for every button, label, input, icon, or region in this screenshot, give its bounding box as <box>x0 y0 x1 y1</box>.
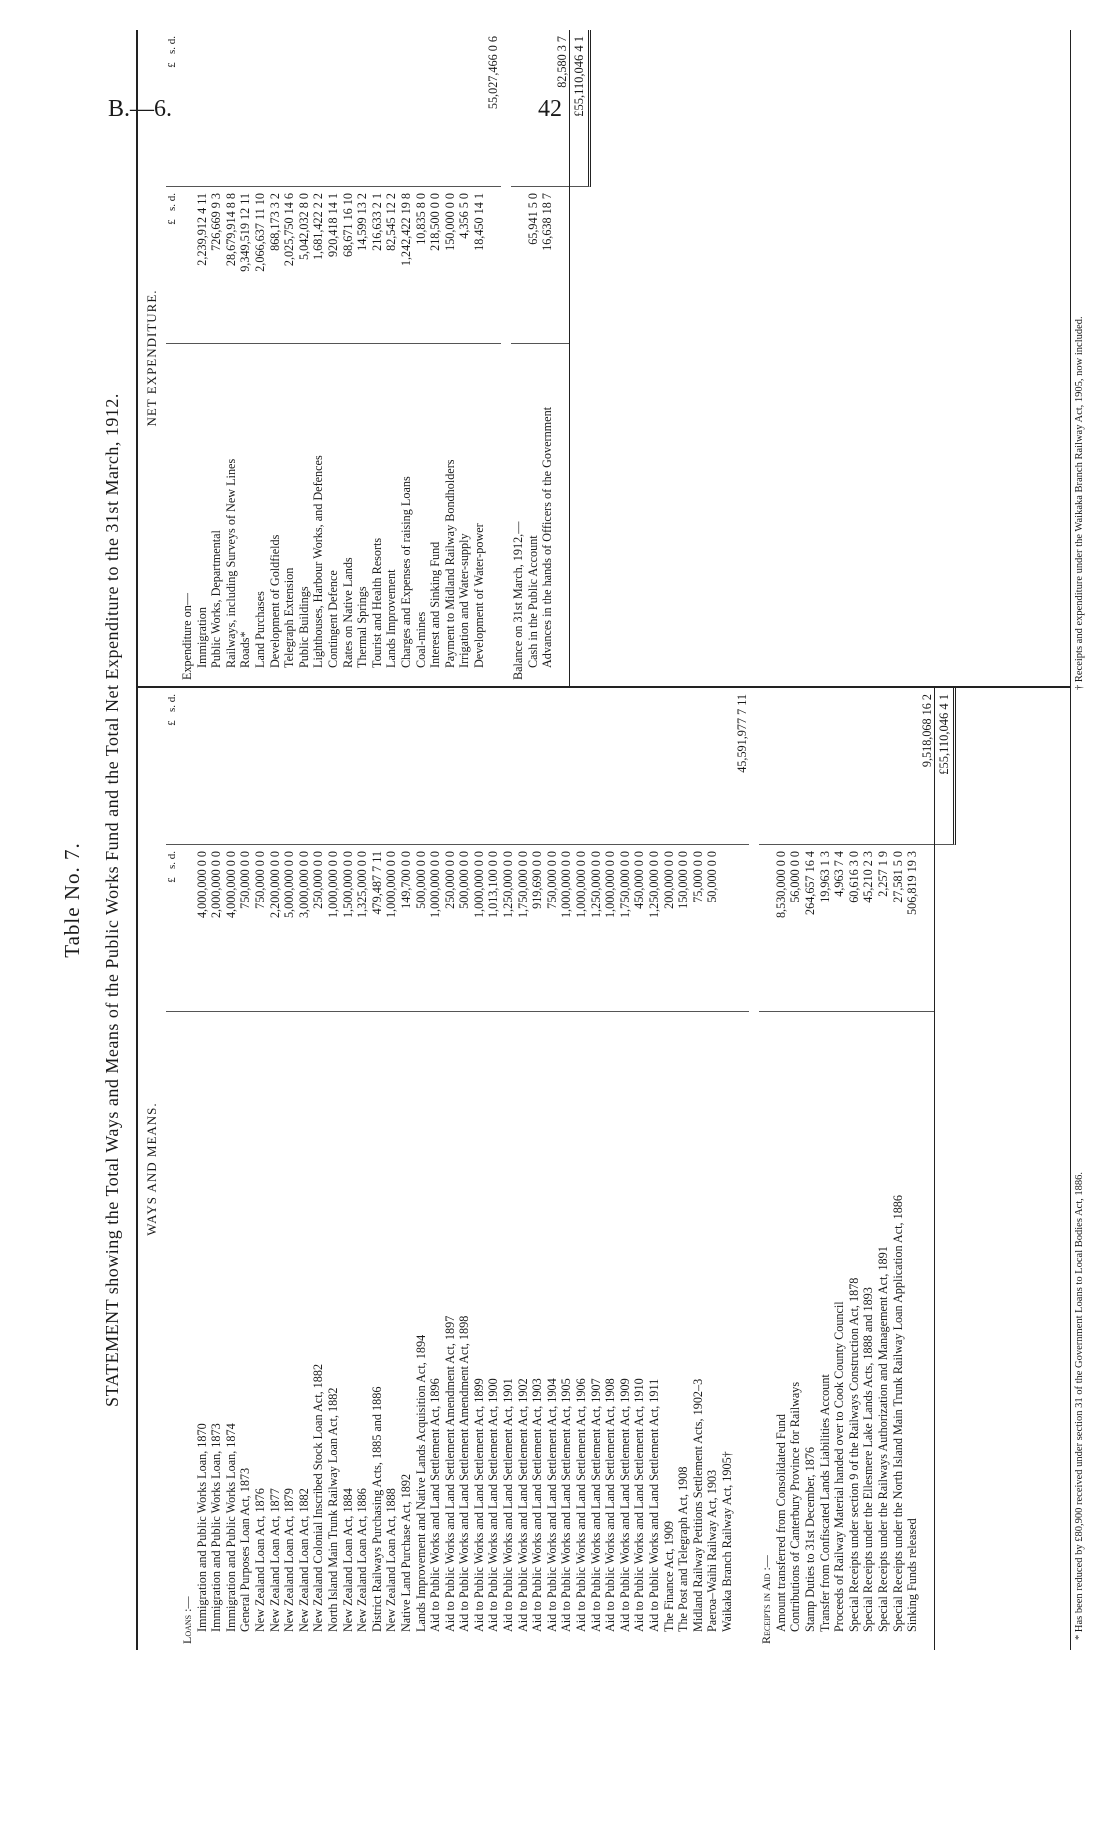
expenditure-row-amount: 2,239,912 4 11 <box>195 187 210 344</box>
expenditure-row-amount: 150,000 0 0 <box>443 187 458 344</box>
loan-row-amount: 1,000,000 0 0 <box>559 845 574 1012</box>
loan-row <box>253 688 268 1650</box>
loan-row-amount: 149,700 0 0 <box>399 845 414 1012</box>
loan-row-amount: 1,000,000 0 0 <box>384 845 399 1012</box>
balance-total: 82,580 3 7 <box>555 30 570 187</box>
loan-row-label: Aid to Public Works and Land Settlement Act, 1900 <box>486 1378 501 1632</box>
receipt-row-amount: 264,657 16 4 <box>803 845 818 1012</box>
loan-row <box>574 688 589 1650</box>
loan-row-label: New Zealand Loan Act, 1877 <box>267 1488 282 1632</box>
expenditure-row <box>268 30 283 686</box>
loan-row-amount: 250,000 0 0 <box>443 845 458 1012</box>
receipt-row-label: Proceeds of Railway Material handed over to Cook County Council <box>832 1301 847 1632</box>
loan-row-label: Aid to Public Works and Land Settlement Act, 1903 <box>530 1378 545 1632</box>
expenditure-row-amount: 9,349,519 12 11 <box>238 187 253 344</box>
loan-row <box>355 688 370 1650</box>
expenditure-row <box>414 30 429 686</box>
loan-row-amount: 479,487 7 11 <box>370 845 385 1012</box>
expenditure-total: 55,027,466 0 6 <box>486 30 501 187</box>
loan-row <box>428 688 443 1650</box>
loan-row <box>238 688 253 1650</box>
receipt-row-amount: 19,963 1 3 <box>818 845 833 1012</box>
expenditure-row-label: Development of Goldfields <box>267 534 282 668</box>
loan-row-label: New Zealand Loan Act, 1884 <box>340 1488 355 1632</box>
expenditure-row <box>326 30 341 686</box>
expenditure-list <box>195 30 487 686</box>
loan-row-amount: 200,000 0 0 <box>662 845 677 1012</box>
units-label: £ s. d. <box>166 845 180 1012</box>
loan-row-amount: 750,000 0 0 <box>253 845 268 1012</box>
loan-row <box>311 688 326 1650</box>
loan-row <box>326 688 341 1650</box>
loan-row-amount: 75,000 0 0 <box>691 845 706 1012</box>
units-row <box>166 688 180 1650</box>
loan-row-label: Waikaka Branch Railway Act, 1905† <box>719 1451 734 1632</box>
loan-row-label: Immigration and Public Works Loan, 1874 <box>223 1423 238 1632</box>
loan-row-label: New Zealand Loan Act, 1886 <box>355 1488 370 1632</box>
loan-row-label: Immigration and Public Works Loan, 1873 <box>209 1423 224 1632</box>
loan-row <box>399 688 414 1650</box>
balance-row-label: Cash in the Public Account <box>525 535 540 668</box>
loan-row-label: Aid to Public Works and Land Settlement Act, 1906 <box>574 1378 589 1632</box>
expenditure-row-label: Charges and Expenses of raising Loans <box>398 476 413 668</box>
loan-row <box>443 688 458 1650</box>
loan-row <box>647 688 662 1650</box>
receipt-row <box>832 688 847 1650</box>
loans-list <box>195 688 735 1650</box>
expenditure-row-amount: 68,671 16 10 <box>341 187 356 344</box>
loan-row-amount: 1,250,000 0 0 <box>589 845 604 1012</box>
expenditure-row-amount: 10,835 8 0 <box>414 187 429 344</box>
expenditure-row-label: Development of Water-power <box>471 523 486 668</box>
expenditure-row-label: Interest and Sinking Fund <box>428 541 443 668</box>
expenditure-row <box>282 30 297 686</box>
loan-row-amount: 1,000,000 0 0 <box>472 845 487 1012</box>
table-title: Table No. 7. <box>60 842 84 958</box>
loans-total: 45,591,977 7 11 <box>735 688 750 845</box>
loan-row <box>545 688 560 1650</box>
receipt-row-amount: 8,530,000 0 0 <box>774 845 789 1012</box>
expenditure-row <box>195 30 210 686</box>
receipt-row <box>891 688 906 1650</box>
loan-row-amount: 1,500,000 0 0 <box>341 845 356 1012</box>
receipt-row <box>803 688 818 1650</box>
loan-row-amount: 1,000,000 0 0 <box>603 845 618 1012</box>
loan-row <box>691 688 706 1650</box>
receipts-total: 9,518,068 16 2 <box>920 688 935 845</box>
loan-row-amount: 1,250,000 0 0 <box>647 845 662 1012</box>
loan-row <box>472 688 487 1650</box>
expenditure-row-label: Lighthouses, Harbour Works, and Defences <box>311 455 326 668</box>
expenditure-row-label: Railways, including Surveys of New Lines <box>223 458 238 668</box>
loan-row <box>370 688 385 1650</box>
loan-row <box>618 688 633 1650</box>
loan-row-amount: 750,000 0 0 <box>238 845 253 1012</box>
loan-row-amount: 1,250,000 0 0 <box>501 845 516 1012</box>
expenditure-row <box>297 30 312 686</box>
loan-row <box>720 688 735 1650</box>
units-label: £ s. d. <box>166 688 180 845</box>
loan-row-label: Aid to Public Works and Land Settlement Act, 1909 <box>617 1378 632 1632</box>
statement-table <box>136 30 1071 1650</box>
loan-row-label: The Finance Act, 1909 <box>661 1520 676 1632</box>
loan-row-amount: 50,000 0 0 <box>705 845 720 1012</box>
loan-row <box>486 688 501 1650</box>
expenditure-row-amount: 82,545 12 2 <box>384 187 399 344</box>
loan-row <box>501 688 516 1650</box>
units-row <box>166 30 180 686</box>
expenditure-row-amount: 5,042,032 8 0 <box>297 187 312 344</box>
receipt-row-label: Transfer from Confiscated Lands Liabilities Account <box>817 1374 832 1632</box>
statement-title: STATEMENT showing the Total Ways and Means of the Public Works Fund and the Total Net Expenditure to the 31st March, 1912. <box>102 393 122 1407</box>
loan-row-amount: 1,750,000 0 0 <box>618 845 633 1012</box>
expenditure-row <box>224 30 239 686</box>
loan-row-label: Aid to Public Works and Land Settlement Amendment Act, 1898 <box>457 1315 472 1632</box>
loan-row-label: New Zealand Loan Act, 1879 <box>282 1488 297 1632</box>
loan-row-label: Paeroa–Waihi Railway Act, 1903 <box>705 1469 720 1632</box>
loan-row-label: Aid to Public Works and Land Settlement Act, 1910 <box>632 1378 647 1632</box>
loan-row <box>603 688 618 1650</box>
net-expenditure-grand-total: £55,110,046 4 1 <box>570 30 591 187</box>
loan-row-amount: 750,000 0 0 <box>545 845 560 1012</box>
expenditure-row-label: Land Purchases <box>252 591 267 668</box>
loan-row <box>705 688 720 1650</box>
expenditure-row-label: Tourist and Health Resorts <box>369 537 384 668</box>
loan-row <box>195 688 210 1650</box>
loan-row <box>662 688 677 1650</box>
net-expenditure-heading: NET EXPENDITURE. <box>144 289 159 427</box>
loan-row <box>676 688 691 1650</box>
expenditure-row-amount: 1,681,422 2 2 <box>311 187 326 344</box>
expenditure-row-amount: 216,633 2 1 <box>370 187 385 344</box>
loan-row-label: North Island Main Trunk Railway Loan Act, 1882 <box>325 1387 340 1632</box>
loan-row <box>414 688 429 1650</box>
loan-row <box>457 688 472 1650</box>
rotated-table-panel <box>58 10 1098 1790</box>
loan-row <box>341 688 356 1650</box>
loan-row-amount: 4,000,000 0 0 <box>195 845 210 1012</box>
receipt-row-amount: 56,000 0 0 <box>788 845 803 1012</box>
receipt-row-label: Special Receipts under the Ellesmere Lake Lands Acts, 1888 and 1893 <box>861 1287 876 1632</box>
loan-row-amount: 3,000,000 0 0 <box>297 845 312 1012</box>
loan-row-label: General Purposes Loan Act, 1873 <box>238 1467 253 1632</box>
receipt-row-label: Amount transferred from Consolidated Fund <box>773 1414 788 1632</box>
loan-row-amount: 2,200,000 0 0 <box>268 845 283 1012</box>
receipt-row <box>861 688 876 1650</box>
ways-and-means-section <box>138 686 1070 1650</box>
units-label: £ s. d. <box>166 30 180 187</box>
loan-row-label: New Zealand Colonial Inscribed Stock Loan Act, 1882 <box>311 1363 326 1632</box>
loan-row-label: District Railways Purchasing Acts, 1885 and 1886 <box>369 1386 384 1632</box>
receipt-row-amount: 27,581 5 0 <box>891 845 906 1012</box>
receipt-row-amount: 2,257 1 9 <box>876 845 891 1012</box>
loan-row <box>297 688 312 1650</box>
loans-heading: Loans :— <box>180 1596 194 1644</box>
expenditure-row-label: Public Works, Departmental <box>209 530 224 668</box>
expenditure-row-label: Irrigation and Water-supply <box>457 533 472 668</box>
loan-row-label: Aid to Public Works and Land Settlement Act, 1901 <box>501 1378 516 1632</box>
loan-row-label: Aid to Public Works and Land Settlement Act, 1908 <box>603 1378 618 1632</box>
loan-row-amount: 2,000,000 0 0 <box>209 845 224 1012</box>
loan-row-label: Aid to Public Works and Land Settlement Act, 1899 <box>471 1378 486 1632</box>
expenditure-heading: Expenditure on— <box>180 593 194 680</box>
expenditure-row-amount: 726,669 9 3 <box>209 187 224 344</box>
loan-row <box>530 688 545 1650</box>
loan-row <box>589 688 604 1650</box>
document-reference: B.—6. <box>108 96 173 122</box>
receipt-row-label: Special Receipts under section 9 of the Railways Construction Act, 1878 <box>846 1277 861 1632</box>
loan-row <box>224 688 239 1650</box>
loan-row-amount: 500,000 0 0 <box>414 845 429 1012</box>
loan-row-label: Immigration and Public Works Loan, 1870 <box>194 1423 209 1632</box>
loan-row-amount: 250,000 0 0 <box>311 845 326 1012</box>
loan-row <box>282 688 297 1650</box>
balance-row-label: Advances in the hands of Officers of the Government <box>540 406 555 668</box>
balance-row-amount: 16,638 18 7 <box>540 187 555 344</box>
expenditure-row-label: Coal-mines <box>413 611 428 668</box>
expenditure-row <box>311 30 326 686</box>
expenditure-row <box>384 30 399 686</box>
loan-row-label: Native Land Purchase Act, 1892 <box>398 1473 413 1632</box>
receipt-row <box>876 688 891 1650</box>
expenditure-row <box>370 30 385 686</box>
page-number: 42 <box>538 96 562 122</box>
loan-row-label: Aid to Public Works and Land Settlement Act, 1896 <box>428 1378 443 1632</box>
expenditure-row <box>238 30 253 686</box>
loan-row <box>516 688 531 1650</box>
loan-row-amount: 150,000 0 0 <box>676 845 691 1012</box>
expenditure-row <box>341 30 356 686</box>
expenditure-row-amount: 218,500 0 0 <box>428 187 443 344</box>
ways-and-means-heading: WAYS AND MEANS. <box>144 1102 159 1236</box>
receipt-row <box>847 688 862 1650</box>
loan-row-label: Aid to Public Works and Land Settlement Amendment Act, 1897 <box>442 1315 457 1632</box>
loan-row-amount: 1,750,000 0 0 <box>516 845 531 1012</box>
expenditure-row <box>472 30 487 686</box>
loan-row <box>632 688 647 1650</box>
expenditure-row <box>457 30 472 686</box>
expenditure-row-amount: 18,450 14 1 <box>472 187 487 344</box>
loan-row <box>209 688 224 1650</box>
balance-heading: Balance on 31st March, 1912,— <box>511 521 526 680</box>
expenditure-row <box>355 30 370 686</box>
loan-row <box>559 688 574 1650</box>
expenditure-row <box>253 30 268 686</box>
loan-row-amount: 919,690 0 0 <box>530 845 545 1012</box>
loan-row-amount: 500,000 0 0 <box>457 845 472 1012</box>
loan-row-label: Aid to Public Works and Land Settlement Act, 1907 <box>588 1378 603 1632</box>
receipt-row-label: Special Receipts under the Railways Authorization and Management Act, 1891 <box>875 1246 890 1632</box>
loan-row-amount: 1,000,000 0 0 <box>326 845 341 1012</box>
expenditure-row-label: Thermal Springs <box>355 586 370 668</box>
receipts-heading: Receipts in Aid :— <box>759 1555 774 1644</box>
receipt-row <box>818 688 833 1650</box>
expenditure-row-label: Public Buildings <box>296 586 311 668</box>
loan-row <box>384 688 399 1650</box>
footnote-roads: * Has been reduced by £80,900 received under section 31 of the Government Loans to Local Bodies Act, 1886. <box>1074 1172 1085 1640</box>
balance-row <box>526 30 541 686</box>
net-expenditure-section <box>138 30 1070 686</box>
balance-row <box>540 30 555 686</box>
receipt-row-label: Special Receipts under the North Island Main Trunk Railway Loan Application Act, 1886 <box>890 1195 905 1632</box>
expenditure-row-label: Telegraph Extension <box>282 567 297 668</box>
loan-row-amount: 1,013,100 0 0 <box>486 845 501 1012</box>
loan-row-label: Lands Improvement and Native Lands Acquisition Act, 1894 <box>413 1334 428 1632</box>
expenditure-row-label: Lands Improvement <box>384 569 399 668</box>
receipt-row-amount: 60,616 3 0 <box>847 845 862 1012</box>
receipt-row <box>774 688 789 1650</box>
loan-row-label: New Zealand Loan Act, 1882 <box>296 1488 311 1632</box>
expenditure-row-label: Payment to Midland Railway Bondholders <box>442 459 457 668</box>
loan-row-amount: 4,000,000 0 0 <box>224 845 239 1012</box>
balance-row-amount: 65,941 5 0 <box>526 187 541 344</box>
loan-row <box>268 688 283 1650</box>
loan-row-label: The Post and Telegraph Act, 1908 <box>676 1466 691 1632</box>
expenditure-row-amount: 14,599 13 2 <box>355 187 370 344</box>
loan-row-amount: 1,000,000 0 0 <box>574 845 589 1012</box>
receipt-row-amount: 506,819 19 3 <box>905 845 920 1012</box>
loan-row-amount: 450,000 0 0 <box>632 845 647 1012</box>
loan-row-label: Aid to Public Works and Land Settlement Act, 1902 <box>515 1378 530 1632</box>
expenditure-row-label: Immigration <box>194 607 209 668</box>
receipt-row-label: Stamp Duties to 31st December, 1876 <box>802 1446 817 1632</box>
loan-row-label: Midland Railway Petitions Settlement Acts, 1902–3 <box>690 1378 705 1632</box>
expenditure-row <box>209 30 224 686</box>
loan-row-label: Aid to Public Works and Land Settlement Act, 1905 <box>559 1378 574 1632</box>
expenditure-row-label: Roads* <box>238 631 253 668</box>
loan-row-amount <box>720 845 735 1012</box>
balance-list <box>526 30 555 686</box>
expenditure-row <box>399 30 414 686</box>
receipt-row <box>905 688 920 1650</box>
expenditure-row-amount: 4,356 5 0 <box>457 187 472 344</box>
loan-row-label: New Zealand Loan Act, 1876 <box>252 1488 267 1632</box>
receipts-list <box>774 688 920 1650</box>
units-label: £ s. d. <box>166 187 180 344</box>
expenditure-row-amount: 28,679,914 8 8 <box>224 187 239 344</box>
receipt-row-label: Sinking Funds released <box>905 1518 920 1632</box>
footnote-waikaka: † Receipts and expenditure under the Waikaka Branch Railway Act, 1905, now included. <box>1074 316 1085 690</box>
loan-row-label: Aid to Public Works and Land Settlement Act, 1904 <box>544 1378 559 1632</box>
expenditure-row-amount: 2,066,637 11 10 <box>253 187 268 344</box>
expenditure-row-amount: 868,173 3 2 <box>268 187 283 344</box>
loan-row-amount: 1,000,000 0 0 <box>428 845 443 1012</box>
loan-row-amount: 5,000,000 0 0 <box>282 845 297 1012</box>
expenditure-row <box>443 30 458 686</box>
loan-row-label: New Zealand Loan Act, 1888 <box>384 1488 399 1632</box>
receipt-row <box>788 688 803 1650</box>
loan-row-label: Aid to Public Works and Land Settlement Act, 1911 <box>647 1378 661 1632</box>
loan-row-amount: 1,325,000 0 0 <box>355 845 370 1012</box>
expenditure-row-label: Rates on Native Lands <box>340 557 355 668</box>
receipt-row-amount: 4,963 7 4 <box>832 845 847 1012</box>
ways-and-means-grand-total: £55,110,046 4 1 <box>935 688 956 845</box>
expenditure-row-amount: 2,025,750 14 6 <box>282 187 297 344</box>
expenditure-row <box>428 30 443 686</box>
expenditure-row-label: Contingent Defence <box>325 570 340 668</box>
receipt-row-amount: 45,210 2 3 <box>861 845 876 1012</box>
expenditure-row-amount: 920,418 14 1 <box>326 187 341 344</box>
receipt-row-label: Contributions of Canterbury Province for Railways <box>788 1381 803 1632</box>
expenditure-row-amount: 1,242,422 19 8 <box>399 187 414 344</box>
